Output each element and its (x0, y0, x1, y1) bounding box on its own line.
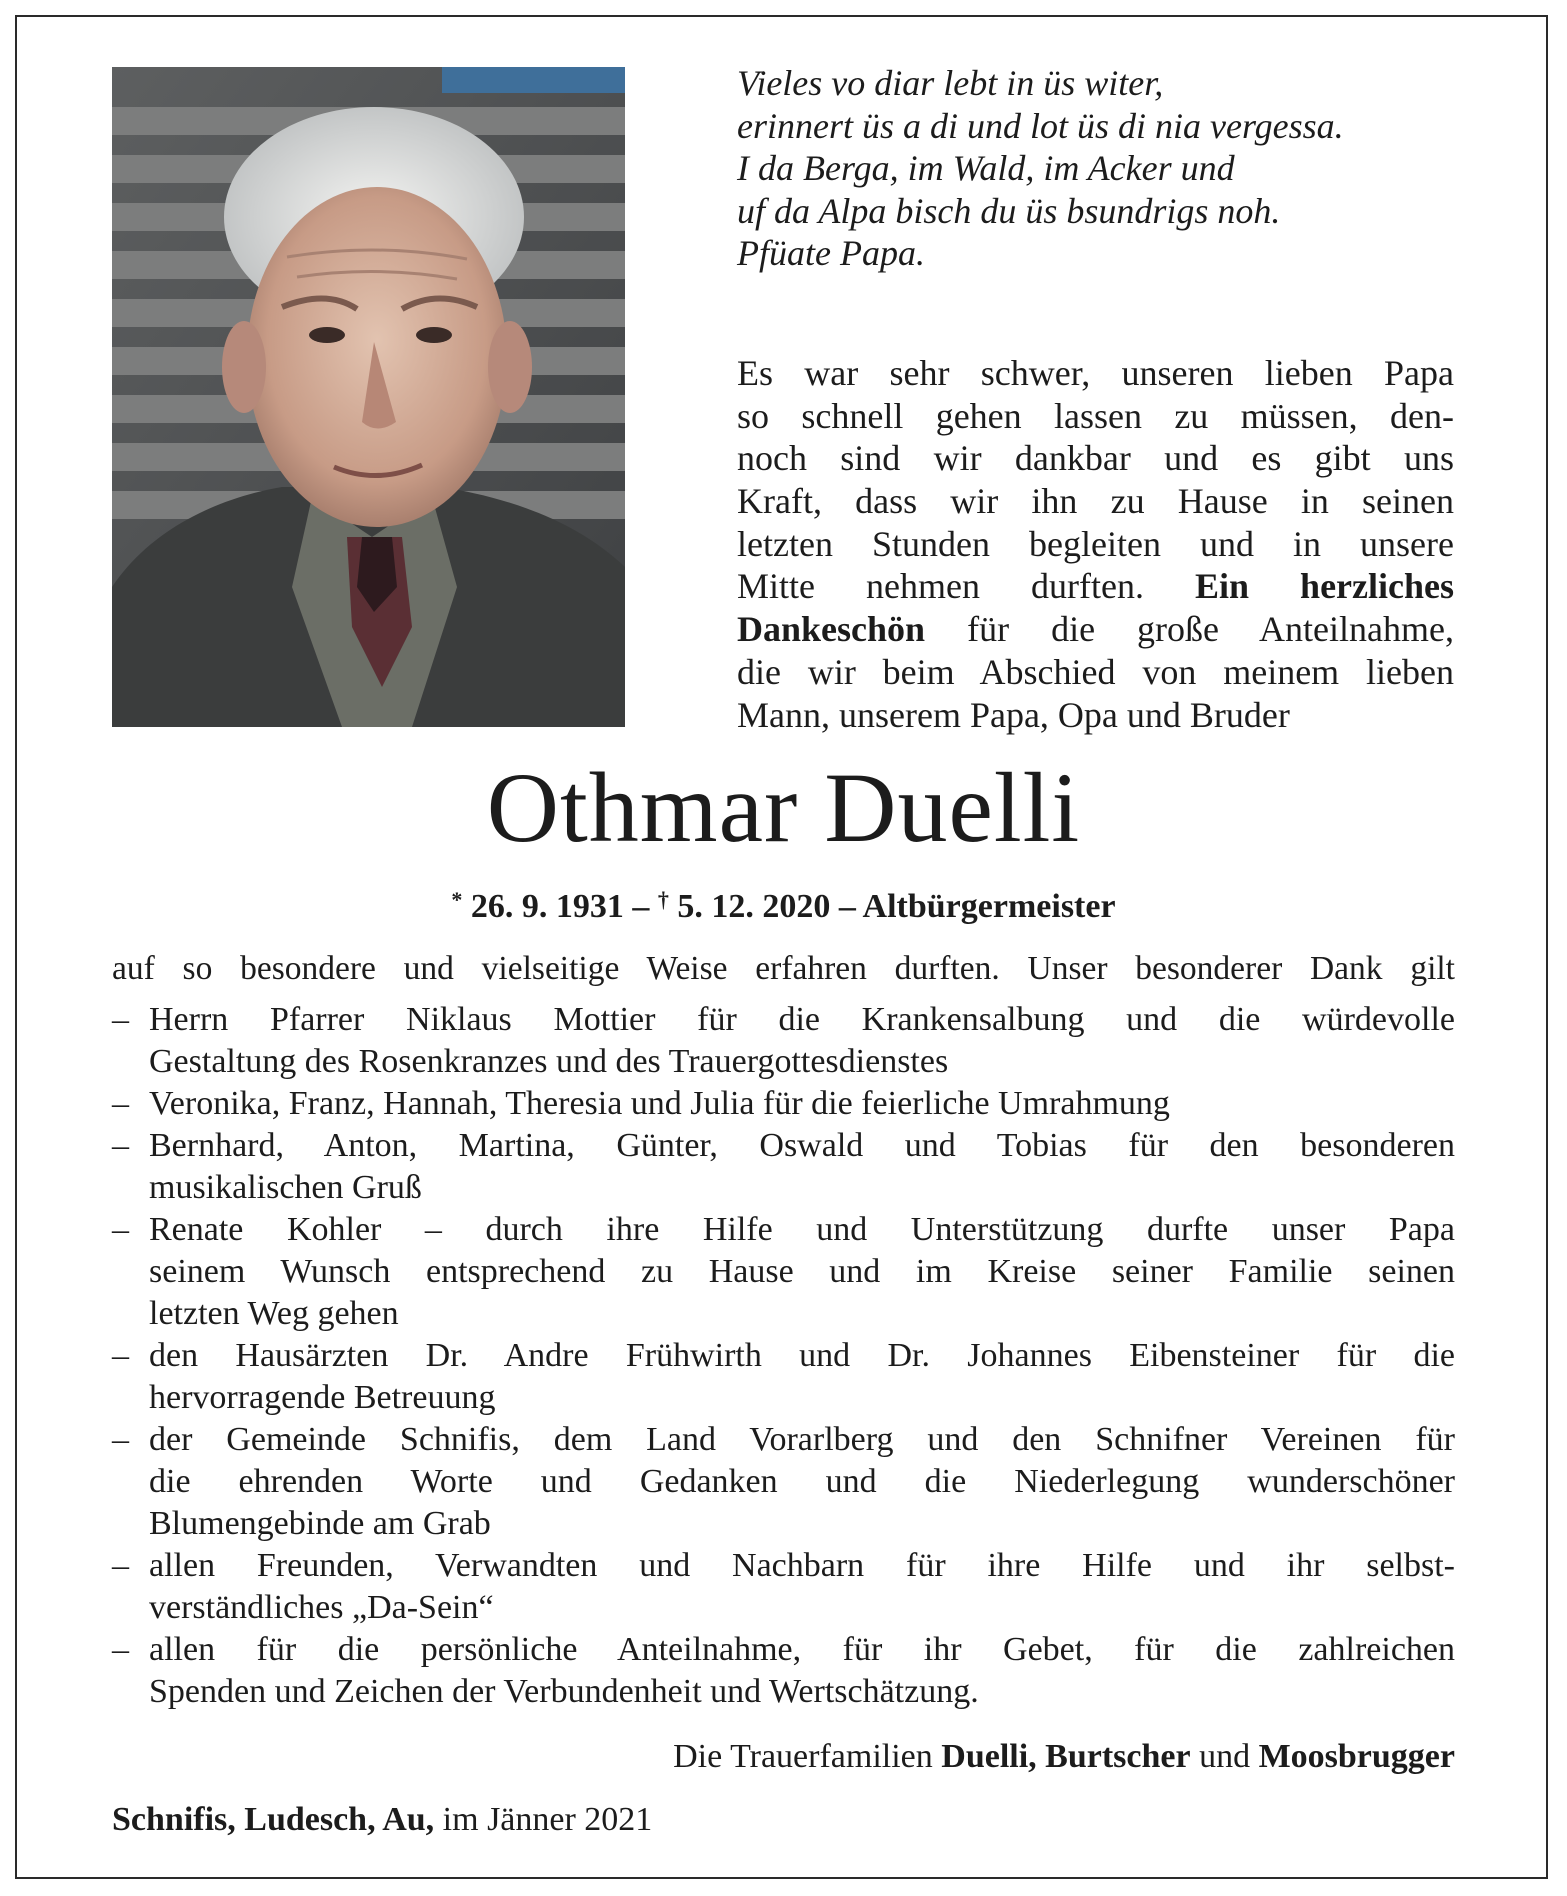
intro-paragraph (737, 352, 1454, 736)
towns: Schnifis, Ludesch, Au, (112, 1801, 435, 1838)
intro-line: Mann, unserem Papa, Opa und Bruder (737, 694, 1290, 735)
list-dash: – (112, 1211, 129, 1248)
list-dash: – (112, 1127, 129, 1164)
mourning-families (673, 1737, 1455, 1777)
list-item (112, 1545, 1455, 1629)
list-item (112, 999, 1455, 1083)
list-line: seinem Wunsch entsprechend zu Hause und im Kreise seiner Familie seinen (149, 1253, 1455, 1290)
list-item (112, 1209, 1455, 1335)
intro-bold-text: Dankeschön (737, 609, 926, 650)
list-item (112, 1125, 1455, 1209)
family-and: und (1199, 1738, 1251, 1775)
birth-date: 26. 9. 1931 – (470, 888, 650, 925)
birth-symbol: * (451, 887, 463, 912)
poem-line: uf da Alpa bisch du üs bsundrigs noh. (737, 190, 1281, 231)
family-name-last: Moosbrugger (1258, 1738, 1455, 1775)
intro-line: so schnell gehen lassen zu müssen, den- (737, 395, 1454, 436)
list-dash: – (112, 1085, 129, 1122)
poem (737, 62, 1477, 275)
intro-line: Es war sehr schwer, unseren lieben Papa (737, 353, 1454, 393)
list-line: der Gemeinde Schnifis, dem Land Vorarlberg und den Schnifner Vereinen für (149, 1421, 1455, 1458)
poem-line: Pfüate Papa. (737, 233, 925, 273)
list-line: Gestaltung des Rosenkranzes und des Trauergottesdienstes (149, 1043, 949, 1080)
intro-text: Mitte nehmen durften. (737, 566, 1144, 607)
list-item (112, 1629, 1455, 1713)
list-line: Veronika, Franz, Hannah, Theresia und Julia für die feierliche Umrahmung (149, 1085, 1170, 1122)
list-line: letzten Weg gehen (149, 1295, 399, 1332)
intro-line: letzten Stunden begleiten und in unsere (737, 523, 1454, 564)
intro-line (737, 608, 1454, 651)
list-line: allen Freunden, Verwandten und Nachbarn für ihre Hilfe und ihr selbst- (149, 1547, 1455, 1584)
thanks-lead: auf so besondere und vielseitige Weise erfahren durften. Unser besonderer Dank gilt (112, 950, 1455, 987)
death-date-title: 5. 12. 2020 – Altbürgermeister (677, 888, 1116, 925)
list-item (112, 1083, 1455, 1125)
poem-line: I da Berga, im Wald, im Acker und (737, 148, 1235, 188)
list-line: die ehrenden Worte und Gedanken und die Niederlegung wunderschöner (149, 1463, 1455, 1500)
list-item (112, 1335, 1455, 1419)
list-dash: – (112, 1547, 129, 1584)
list-line: Spenden und Zeichen der Verbundenheit und Wertschätzung. (149, 1673, 979, 1710)
intro-text: für die große Anteilnahme, (967, 609, 1454, 650)
list-line: Renate Kohler – durch ihre Hilfe und Unterstützung durfte unser Papa (149, 1211, 1455, 1248)
intro-line: Kraft, dass wir ihn zu Hause in seinen (737, 481, 1454, 522)
intro-line: die wir beim Abschied von meinem lieben (737, 651, 1454, 692)
poem-line: Vieles vo diar lebt in üs witer, (737, 63, 1164, 103)
family-prefix: Die Trauerfamilien (673, 1738, 933, 1775)
intro-line (737, 565, 1454, 608)
list-line: musikalischen Gruß (149, 1169, 422, 1206)
portrait-illustration (112, 67, 625, 727)
date: im Jänner 2021 (442, 1801, 653, 1838)
list-line: Bernhard, Anton, Martina, Günter, Oswald und Tobias für den besonderen (149, 1127, 1455, 1164)
list-line: hervorragende Betreuung (149, 1379, 496, 1416)
list-dash: – (112, 1337, 129, 1374)
list-dash: – (112, 1001, 129, 1038)
intro-line: noch sind wir dankbar und es gibt uns (737, 438, 1454, 479)
list-line: allen für die persönliche Anteilnahme, für ihr Gebet, für die zahlreichen (149, 1631, 1455, 1668)
list-item (112, 1419, 1455, 1545)
list-dash: – (112, 1631, 129, 1668)
list-line: den Hausärzten Dr. Andre Frühwirth und Dr. Johannes Eibensteiner für die (149, 1337, 1455, 1374)
family-names: Duelli, Burtscher (941, 1738, 1191, 1775)
list-line: verständliches „Da-Sein“ (149, 1589, 494, 1626)
life-dates (0, 880, 1567, 927)
poem-line: erinnert üs a di und lot üs di nia vergessa. (737, 105, 1344, 146)
list-line: Herrn Pfarrer Niklaus Mottier für die Krankensalbung und die würdevolle (149, 1001, 1455, 1038)
death-symbol: † (657, 887, 669, 912)
list-line: Blumengebinde am Grab (149, 1505, 491, 1542)
deceased-name: Othmar Duelli (486, 752, 1081, 863)
intro-bold-text: Ein herzliches (1195, 566, 1455, 607)
thanks-list (112, 999, 1455, 1713)
portrait-photo (112, 67, 625, 727)
place-date (112, 1800, 652, 1840)
list-dash: – (112, 1421, 129, 1458)
